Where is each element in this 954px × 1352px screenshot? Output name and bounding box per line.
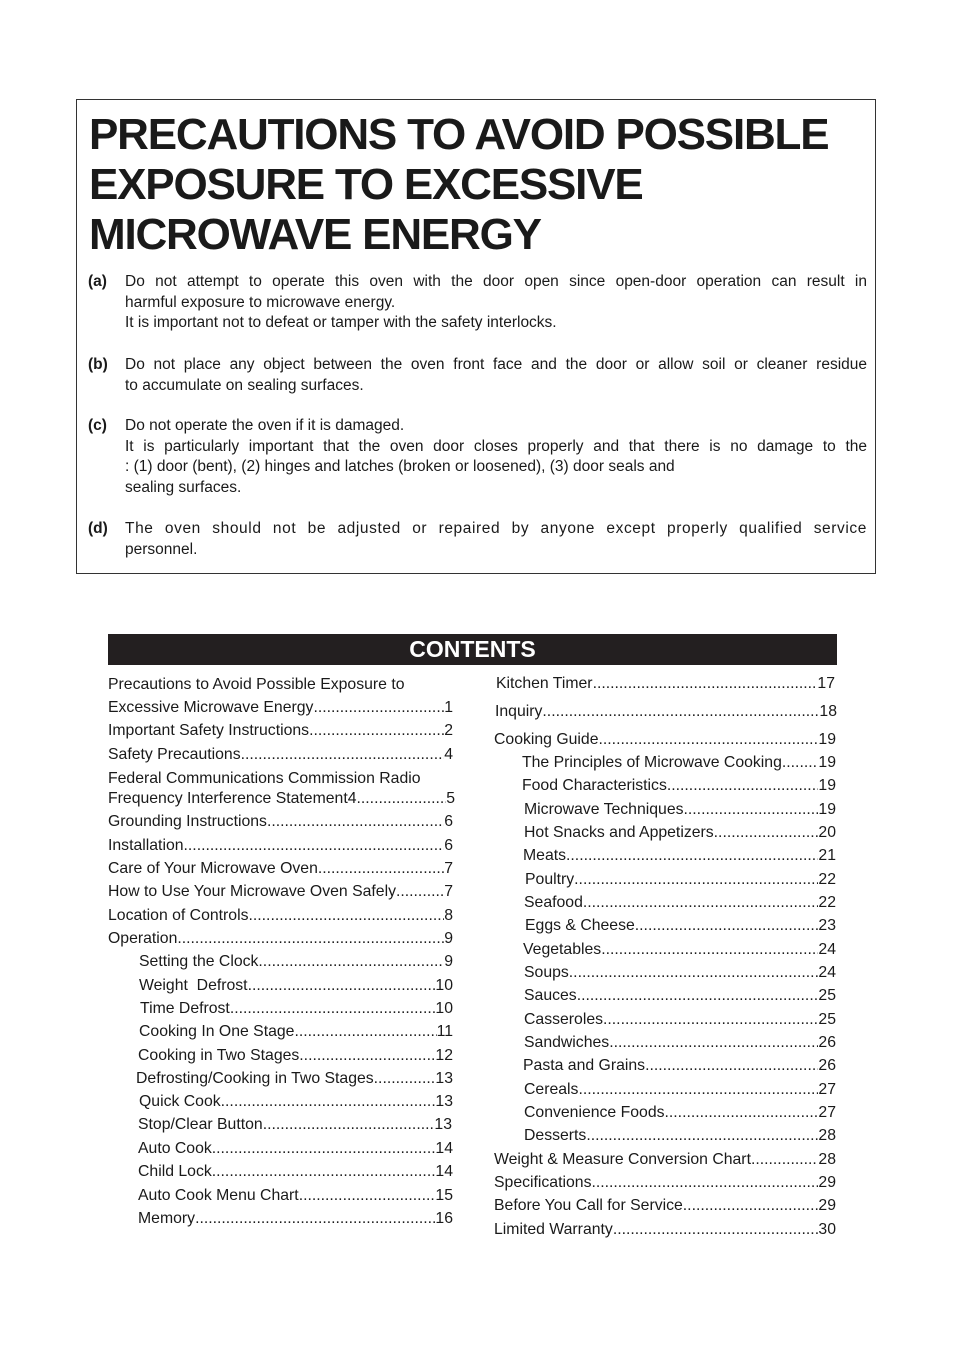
toc-entry[interactable] xyxy=(108,745,453,765)
toc-title: Excessive Microwave Energy xyxy=(108,699,314,716)
toc-leader xyxy=(583,893,819,913)
toc-leader xyxy=(603,1010,818,1030)
toc-page: 6 xyxy=(444,813,453,830)
toc-entry[interactable] xyxy=(522,776,836,796)
toc-leader xyxy=(609,1033,818,1053)
toc-leader xyxy=(195,1209,435,1229)
toc-leader xyxy=(613,1220,819,1240)
toc-page: 14 xyxy=(435,1163,453,1180)
toc-entry[interactable] xyxy=(108,859,453,879)
toc-page: 8 xyxy=(444,907,453,924)
toc-page: 16 xyxy=(435,1210,453,1227)
toc-title: Pasta and Grains xyxy=(523,1057,646,1074)
toc-page: 5 xyxy=(446,790,455,807)
toc-title: Kitchen Timer xyxy=(496,675,593,692)
toc-entry[interactable] xyxy=(139,1022,453,1042)
item-line: Do not place any object between the oven front face and the door or allow soil or cleaner residue xyxy=(125,356,867,373)
toc-entry[interactable] xyxy=(108,882,453,902)
toc-entry[interactable] xyxy=(108,721,453,741)
toc-page: 10 xyxy=(435,977,453,994)
toc-page: 27 xyxy=(818,1081,836,1098)
toc-page: 29 xyxy=(818,1197,836,1214)
toc-page: 26 xyxy=(818,1034,836,1051)
toc-entry[interactable] xyxy=(525,916,836,936)
toc-leader xyxy=(683,1196,819,1216)
toc-title: Location of Controls xyxy=(108,907,249,924)
toc-entry[interactable] xyxy=(139,952,453,972)
toc-page: 26 xyxy=(818,1057,836,1074)
toc-title: Auto Cook Menu Chart xyxy=(138,1187,299,1204)
toc-leader xyxy=(299,1186,436,1206)
toc-leader xyxy=(263,1115,435,1135)
toc-leader xyxy=(751,1150,818,1170)
toc-page: 19 xyxy=(818,731,836,748)
toc-entry[interactable] xyxy=(524,1126,836,1146)
toc-entry[interactable] xyxy=(108,836,453,856)
toc-title: Meats xyxy=(523,847,567,864)
toc-page: 22 xyxy=(818,894,836,911)
toc-page: 30 xyxy=(818,1221,836,1238)
toc-entry[interactable] xyxy=(138,1046,453,1066)
toc-page: 21 xyxy=(818,847,836,864)
toc-leader xyxy=(357,789,447,809)
toc-leader xyxy=(184,836,445,856)
toc-leader xyxy=(645,1056,818,1076)
toc-page: 28 xyxy=(818,1127,836,1144)
toc-entry[interactable] xyxy=(138,1162,453,1182)
toc-leader xyxy=(574,870,818,890)
item-body xyxy=(125,272,867,334)
toc-page: 27 xyxy=(818,1104,836,1121)
toc-title: Child Lock xyxy=(138,1163,212,1180)
item-letter: (b) xyxy=(88,356,108,373)
toc-title: Grounding Instructions xyxy=(108,813,267,830)
toc-page: 1 xyxy=(444,699,453,716)
toc-entry[interactable] xyxy=(108,698,453,718)
toc-page: 19 xyxy=(818,801,836,818)
toc-leader xyxy=(566,846,818,866)
toc-title: Cereals xyxy=(524,1081,579,1098)
toc-entry-line[interactable]: Precautions to Avoid Possible Exposure to xyxy=(108,676,405,693)
toc-title: Stop/Clear Button xyxy=(138,1116,263,1133)
toc-leader xyxy=(267,812,444,832)
toc-title: Weight Defrost xyxy=(139,977,248,994)
toc-entry[interactable] xyxy=(138,1209,453,1229)
toc-leader xyxy=(249,906,445,926)
toc-page: 4 xyxy=(444,746,453,763)
toc-title: Convenience Foods xyxy=(524,1104,665,1121)
toc-title: Care of Your Microwave Oven xyxy=(108,860,318,877)
toc-entry-line[interactable]: Federal Communications Commission Radio xyxy=(108,770,421,787)
toc-title: Setting the Clock xyxy=(139,953,259,970)
toc-entry[interactable] xyxy=(494,1173,836,1193)
toc-page: 13 xyxy=(434,1116,452,1133)
toc-leader xyxy=(258,952,444,972)
toc-leader xyxy=(591,1173,818,1193)
toc-title: Cooking Guide xyxy=(494,731,599,748)
toc-title: Installation xyxy=(108,837,184,854)
toc-leader xyxy=(212,1162,436,1182)
item-letter: (a) xyxy=(88,273,107,290)
toc-page: 10 xyxy=(435,1000,453,1017)
toc-leader xyxy=(221,1092,436,1112)
toc-entry[interactable] xyxy=(138,1139,453,1159)
toc-leader xyxy=(578,1080,818,1100)
item-letter: (d) xyxy=(88,520,108,537)
item-line: : (1) door (bent), (2) hinges and latches (broken or loosened), (3) door seals and xyxy=(125,458,675,476)
item-body xyxy=(125,519,867,560)
toc-page: 9 xyxy=(444,930,453,947)
toc-page: 23 xyxy=(818,917,836,934)
toc-title: Time Defrost xyxy=(140,1000,230,1017)
toc-entry[interactable] xyxy=(108,906,453,926)
toc-leader xyxy=(313,698,444,718)
toc-leader xyxy=(684,800,819,820)
toc-leader xyxy=(665,1103,819,1123)
toc-leader xyxy=(318,859,444,879)
toc-title: Sauces xyxy=(524,987,577,1004)
item-line: sealing surfaces. xyxy=(125,479,242,497)
toc-entry[interactable] xyxy=(138,1115,452,1135)
precautions-box xyxy=(76,99,876,574)
toc-leader xyxy=(177,929,444,949)
toc-title: Seafood xyxy=(524,894,583,911)
toc-entry[interactable] xyxy=(523,846,836,866)
toc-entry[interactable] xyxy=(108,812,453,832)
toc-page: 13 xyxy=(435,1093,453,1110)
toc-page: 24 xyxy=(818,964,836,981)
toc-leader xyxy=(593,674,818,694)
toc-leader xyxy=(569,963,819,983)
toc-title: Auto Cook xyxy=(138,1140,212,1157)
toc-page: 7 xyxy=(444,860,453,877)
toc-title: Hot Snacks and Appetizers xyxy=(524,824,714,841)
toc-leader xyxy=(577,986,819,1006)
toc-title: Important Safety Instructions xyxy=(108,722,310,739)
toc-leader xyxy=(599,730,819,750)
toc-entry[interactable] xyxy=(136,1069,453,1089)
toc-leader xyxy=(782,753,819,773)
toc-page: 25 xyxy=(818,987,836,1004)
item-line: to accumulate on sealing surfaces. xyxy=(125,376,364,394)
toc-title: How to Use Your Microwave Oven Safely xyxy=(108,883,396,900)
toc-entry[interactable] xyxy=(494,1150,836,1170)
toc-leader xyxy=(241,745,445,765)
item-line: personnel. xyxy=(125,540,198,558)
item-line: harmful exposure to microwave energy. xyxy=(125,293,396,311)
toc-entry[interactable] xyxy=(494,730,836,750)
toc-entry[interactable] xyxy=(139,1092,453,1112)
toc-title: Weight & Measure Conversion Chart xyxy=(494,1151,751,1168)
toc-page: 15 xyxy=(435,1187,453,1204)
toc-page: 2 xyxy=(444,722,453,739)
toc-page: 29 xyxy=(818,1174,836,1191)
toc-entry[interactable] xyxy=(524,893,836,913)
toc-leader xyxy=(309,721,444,741)
toc-page: 17 xyxy=(817,675,835,692)
toc-title: Memory xyxy=(138,1210,196,1227)
toc-entry[interactable] xyxy=(524,1080,836,1100)
item-body xyxy=(125,355,867,396)
toc-entry[interactable] xyxy=(524,800,836,820)
toc-leader xyxy=(374,1069,436,1089)
toc-title: Safety Precautions xyxy=(108,746,241,763)
toc-page: 9 xyxy=(444,953,453,970)
toc-entry[interactable] xyxy=(138,1186,453,1206)
toc-entry[interactable] xyxy=(523,940,836,960)
toc-entry[interactable] xyxy=(524,986,836,1006)
item-letter: (c) xyxy=(88,417,107,434)
toc-page: 19 xyxy=(818,777,836,794)
toc-title: Cooking in Two Stages xyxy=(138,1047,300,1064)
toc-entry[interactable] xyxy=(139,976,453,996)
toc-leader xyxy=(542,702,819,722)
toc-title: Food Characteristics xyxy=(522,777,667,794)
toc-page: 18 xyxy=(819,703,837,720)
toc-entry[interactable] xyxy=(524,823,836,843)
toc-leader xyxy=(667,776,819,796)
toc-entry[interactable] xyxy=(494,1220,836,1240)
toc-title: Soups xyxy=(524,964,569,981)
toc-entry[interactable] xyxy=(524,963,836,983)
toc-title: Casseroles xyxy=(524,1011,604,1028)
toc-leader xyxy=(601,940,818,960)
toc-entry[interactable] xyxy=(523,1056,836,1076)
toc-entry[interactable] xyxy=(496,674,835,694)
toc-entry[interactable] xyxy=(525,870,836,890)
toc-title: Operation xyxy=(108,930,178,947)
toc-page: 22 xyxy=(818,871,836,888)
toc-leader xyxy=(212,1139,436,1159)
toc-page: 25 xyxy=(818,1011,836,1028)
contents-heading: CONTENTS xyxy=(108,634,837,665)
toc-entry[interactable] xyxy=(524,1033,836,1053)
title-line: PRECAUTIONS TO AVOID POSSIBLE xyxy=(89,110,829,159)
toc-title: Sandwiches xyxy=(524,1034,610,1051)
toc-title: Frequency Interference Statement4 xyxy=(108,790,357,807)
toc-leader xyxy=(714,823,819,843)
toc-page: 19 xyxy=(818,754,836,771)
toc-page: 28 xyxy=(818,1151,836,1168)
toc-page: 20 xyxy=(818,824,836,841)
toc-entry[interactable] xyxy=(108,929,453,949)
toc-page: 13 xyxy=(435,1070,453,1087)
item-line: The oven should not be adjusted or repaired by anyone except properly qualified service xyxy=(125,520,867,537)
title-line: MICROWAVE ENERGY xyxy=(89,210,541,259)
toc-entry[interactable] xyxy=(140,999,453,1019)
toc-page: 11 xyxy=(436,1023,453,1040)
item-line: It is important not to defeat or tamper with the safety interlocks. xyxy=(125,314,557,332)
toc-entry[interactable] xyxy=(522,753,836,773)
toc-title: Quick Cook xyxy=(139,1093,221,1110)
toc-title: Cooking In One Stage xyxy=(139,1023,295,1040)
toc-page: 14 xyxy=(435,1140,453,1157)
toc-title: Vegetables xyxy=(523,941,602,958)
toc-entry[interactable] xyxy=(524,1103,836,1123)
toc-leader xyxy=(396,882,444,902)
toc-title: Defrosting/Cooking in Two Stages xyxy=(136,1070,374,1087)
toc-leader xyxy=(248,976,436,996)
toc-page: 7 xyxy=(444,883,453,900)
toc-entry[interactable] xyxy=(524,1010,836,1030)
item-body xyxy=(125,416,867,499)
toc-page: 12 xyxy=(435,1047,453,1064)
item-line: It is particularly important that the oven door closes properly and that there is no damage to the xyxy=(125,437,867,455)
page-title xyxy=(89,110,879,260)
toc-title: Specifications xyxy=(494,1174,592,1191)
toc-entry[interactable] xyxy=(108,789,455,809)
toc-title: Limited Warranty xyxy=(494,1221,613,1238)
toc-page: 6 xyxy=(444,837,453,854)
toc-title: Microwave Techniques xyxy=(524,801,684,818)
item-line: Do not operate the oven if it is damaged. xyxy=(125,417,405,434)
title-line: EXPOSURE TO EXCESSIVE xyxy=(89,160,643,209)
toc-leader xyxy=(635,916,819,936)
toc-title: Before You Call for Service xyxy=(494,1197,683,1214)
toc-title: The Principles of Microwave Cooking xyxy=(522,754,782,771)
toc-leader xyxy=(230,999,436,1019)
toc-entry[interactable] xyxy=(494,1196,836,1216)
toc-leader xyxy=(586,1126,818,1146)
item-line: Do not attempt to operate this oven with the door open since open-door operation can result in xyxy=(125,273,867,290)
toc-leader xyxy=(299,1046,435,1066)
toc-leader xyxy=(294,1022,436,1042)
toc-title: Desserts xyxy=(524,1127,587,1144)
toc-title: Eggs & Cheese xyxy=(525,917,635,934)
toc-entry[interactable] xyxy=(495,702,837,722)
toc-title: Inquiry xyxy=(495,703,543,720)
toc-page: 24 xyxy=(818,941,836,958)
toc-title: Poultry xyxy=(525,871,575,888)
